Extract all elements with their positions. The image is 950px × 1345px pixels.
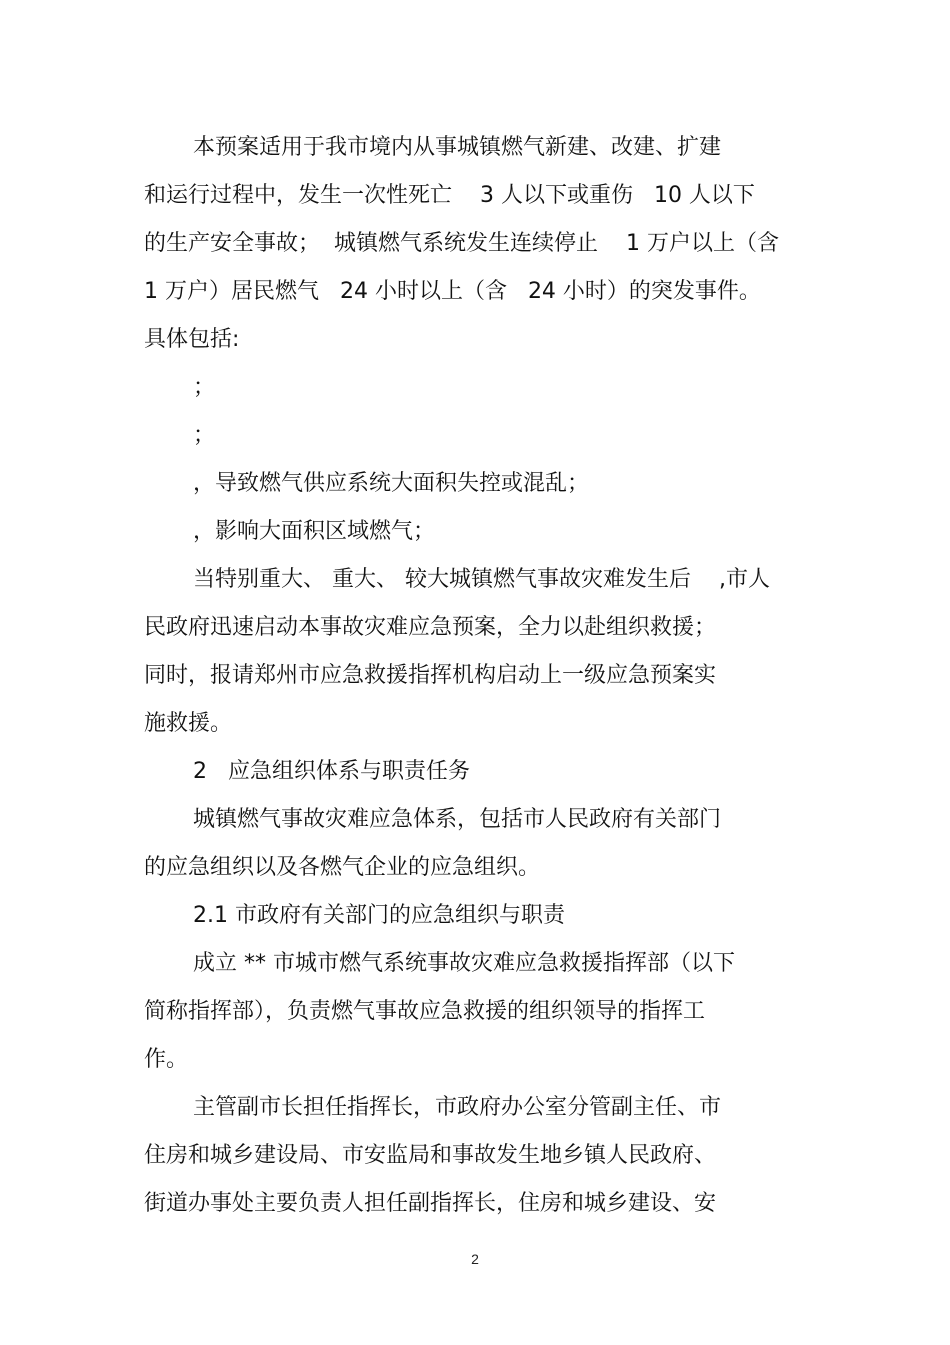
- paragraph-line: 具体包括:: [144, 327, 240, 352]
- paragraph-line: 施救援。: [144, 711, 233, 736]
- list-item-line: ，导致燃气供应系统大面积失控或混乱；: [193, 471, 590, 496]
- page-number: 2: [471, 1251, 479, 1267]
- paragraph-line: 主管副市长担任指挥长，市政府办公室分管副主任、市: [193, 1095, 722, 1120]
- paragraph-line: 的生产安全事故； 城镇燃气系统发生连续停止 1 万户以上（含: [144, 231, 779, 256]
- paragraph-line: 民政府迅速启动本事故灾难应急预案，全力以赴组织救援；: [144, 615, 717, 640]
- section-heading: 2 应急组织体系与职责任务: [193, 759, 470, 784]
- paragraph-line: 本预案适用于我市境内从事城镇燃气新建、改建、扩建: [193, 135, 722, 160]
- paragraph-line: 当特别重大、 重大、 较大城镇燃气事故灾难发生后 ,市人: [193, 567, 770, 592]
- paragraph-line: 1 万户）居民燃气 24 小时以上（含 24 小时）的突发事件。: [144, 279, 761, 304]
- paragraph-line: 和运行过程中，发生一次性死亡 3 人以下或重伤 10 人以下: [144, 183, 755, 208]
- paragraph-line: 同时，报请郑州市应急救援指挥机构启动上一级应急预案实: [144, 663, 717, 688]
- list-item-line: ；: [193, 423, 216, 448]
- paragraph-line: 成立 ** 市城市燃气系统事故灾难应急救援指挥部（以下: [193, 951, 735, 976]
- list-item-line: ，影响大面积区域燃气；: [193, 519, 436, 544]
- paragraph-line: 街道办事处主要负责人担任副指挥长，住房和城乡建设、安: [144, 1191, 717, 1216]
- paragraph-line: 住房和城乡建设局、市安监局和事故发生地乡镇人民政府、: [144, 1143, 717, 1168]
- subsection-heading: 2.1 市政府有关部门的应急组织与职责: [193, 903, 565, 928]
- paragraph-line: 简称指挥部），负责燃气事故应急救援的组织领导的指挥工: [144, 999, 706, 1024]
- list-item-line: ；: [193, 375, 216, 400]
- paragraph-line: 作。: [144, 1047, 189, 1072]
- paragraph-line: 的应急组织以及各燃气企业的应急组织。: [144, 855, 541, 880]
- paragraph-line: 城镇燃气事故灾难应急体系，包括市人民政府有关部门: [193, 807, 722, 832]
